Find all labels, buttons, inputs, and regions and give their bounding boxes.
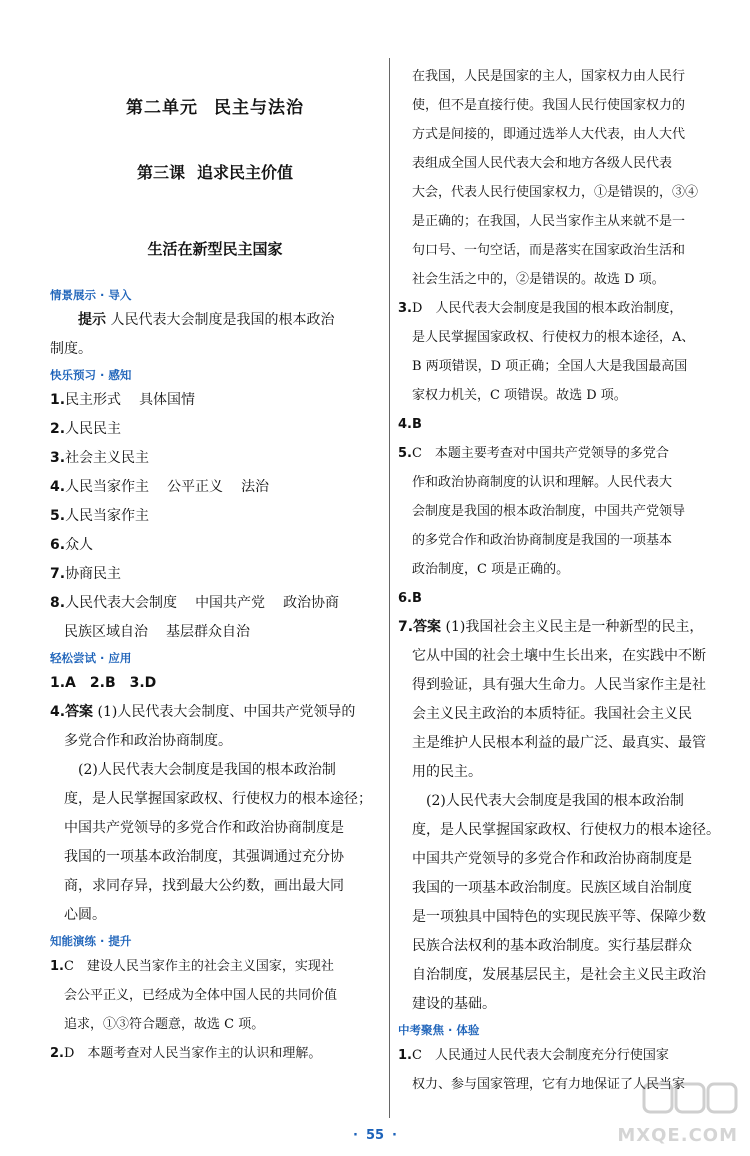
question-number: 4. <box>50 704 66 720</box>
answer-line: 政治制度，C 项是正确的。 <box>412 562 570 577</box>
answer-text: (1)人民代表大会制度、中国共产党领导的 <box>97 704 356 720</box>
answer-line: 表组成全国人民代表大会和地方各级人民代表 <box>412 156 673 171</box>
watermark-text: MXQE.COM <box>617 1125 738 1146</box>
answer-label: 答案 <box>413 619 442 635</box>
answer-line <box>50 502 380 531</box>
answer-line <box>50 698 380 727</box>
answer-line: 商，求同存异，找到最大公约数，画出最大同 <box>64 878 344 894</box>
answer-text: 社会主义民主 <box>65 450 150 466</box>
answer-text: 法治 <box>241 479 270 495</box>
answer-text: 公平正义 <box>167 479 224 495</box>
answer-text: C 本题主要考查对中国共产党领导的多党合 <box>411 446 669 461</box>
question-number: 3. <box>398 301 412 316</box>
answer-line <box>50 415 380 444</box>
answer-text: 人民当家作主 <box>65 479 150 495</box>
question-number: 5. <box>398 446 412 461</box>
answer-line <box>50 306 380 335</box>
answer-line: 句口号、一句空话，而是落实在国家政治生活和 <box>412 243 686 258</box>
answer-line: 我国的一项基本政治制度，其强调通过充分协 <box>64 849 344 865</box>
answer-line: 大会，代表人民行使国家权力，①是错误的，③④ <box>412 185 699 200</box>
section-heading: 中考聚焦 · 体验 <box>398 1023 480 1037</box>
answer-line <box>398 294 728 323</box>
section-heading: 快乐预习 · 感知 <box>50 368 132 382</box>
answer-line <box>50 531 380 560</box>
answer-line: (2)人民代表大会制度是我国的根本政治制 <box>426 793 684 809</box>
question-number: 5. <box>50 508 66 524</box>
section-heading: 知能演练 · 提升 <box>50 934 132 948</box>
lesson-number: 第三课 <box>136 163 185 182</box>
answer-line: 的多党合作和政治协商制度是我国的一项基本 <box>412 533 673 548</box>
answer-line: 作和政治协商制度的认识和理解。人民代表大 <box>412 475 673 490</box>
answer-line: 会公平正义，已经成为全体中国人民的共同价值 <box>64 988 338 1003</box>
answer-line: B 两项错误，D 项正确；全国人大是我国最高国 <box>412 359 688 374</box>
answer-text: 人民代表大会制度 <box>65 595 178 611</box>
answer-label: 答案 <box>65 704 94 720</box>
answer-line: 是一项独具中国特色的实现民族平等、保障少数 <box>412 909 706 925</box>
answer-text: 人民代表大会制度是我国的根本政治 <box>106 312 335 328</box>
page-dot: · <box>353 1128 358 1143</box>
answer-line: 权力、参与国家管理，它有力地保证了人民当家 <box>412 1077 686 1092</box>
answer-text: D 本题考查对人民当家作主的认识和理解。 <box>63 1046 322 1061</box>
answer-text: 民主形式 <box>65 392 122 408</box>
question-number: 1. <box>50 959 64 974</box>
column-divider <box>389 58 390 1118</box>
answer-line: 它从中国的社会土壤中生长出来，在实践中不断 <box>412 648 706 664</box>
answer-line: 多党合作和政治协商制度。 <box>64 733 232 749</box>
answer-line: 在我国，人民是国家的主人，国家权力由人民行 <box>412 69 686 84</box>
answer-text: 协商民主 <box>65 566 122 582</box>
section-heading: 情景展示 · 导入 <box>50 288 132 302</box>
lesson-name: 追求民主价值 <box>197 163 294 182</box>
answer-line <box>50 386 380 415</box>
answer-text: 人民民主 <box>65 421 122 437</box>
answer-text: 众人 <box>65 537 94 553</box>
answer-line: 家权力机关，C 项错误。故选 D 项。 <box>412 388 627 403</box>
answer-line: 中国共产党领导的多党合作和政治协商制度是 <box>64 820 344 836</box>
answer-line: 用的民主。 <box>412 764 482 780</box>
topic-title: 生活在新型民主国家 <box>147 240 283 258</box>
unit-number: 第二单元 <box>126 98 198 118</box>
answer-line: 我国的一项基本政治制度。民族区域自治制度 <box>412 880 692 896</box>
unit-title <box>50 88 380 128</box>
answer-line: 社会生活之中的，②是错误的。故选 D 项。 <box>412 272 665 287</box>
answer-line <box>50 618 380 647</box>
answer-line: 使，但不是直接行使。我国人民行使国家权力的 <box>412 98 686 113</box>
watermark-logo <box>617 1080 742 1150</box>
page-dot: · <box>392 1128 397 1143</box>
answer-line: 6.B <box>398 591 422 606</box>
answer-line: 会主义民主政治的本质特征。我国社会主义民 <box>412 706 692 722</box>
answer-line: 方式是间接的，即通过选举人大代表，由人大代 <box>412 127 686 142</box>
unit-name: 民主与法治 <box>214 98 304 118</box>
answer-line <box>398 1041 728 1070</box>
answer-text: 具体国情 <box>139 392 196 408</box>
answer-line: 民族合法权利的基本政治制度。实行基层群众 <box>412 938 692 954</box>
answer-line: 中国共产党领导的多党合作和政治协商制度是 <box>412 851 692 867</box>
answer-line <box>398 439 728 468</box>
lesson-title <box>50 158 380 188</box>
answer-line: 主是维护人民根本利益的最广泛、最真实、最管 <box>412 735 706 751</box>
question-number: 2. <box>50 421 66 437</box>
answer-line: 心圆。 <box>64 907 106 923</box>
question-number: 3. <box>50 450 66 466</box>
section-heading: 轻松尝试 · 应用 <box>50 651 132 665</box>
hint-label: 提示 <box>78 312 106 328</box>
answer-line <box>50 560 380 589</box>
question-number: 8. <box>50 595 66 611</box>
left-column <box>50 60 380 1068</box>
question-number: 7. <box>50 566 66 582</box>
question-number: 1. <box>50 392 66 408</box>
page-number-value: 55 <box>365 1128 385 1143</box>
question-number: 2. <box>50 1046 64 1061</box>
answer-line: 4.B <box>398 417 422 432</box>
answer-line <box>50 444 380 473</box>
answer-line <box>50 589 380 618</box>
answer-text: C 人民通过人民代表大会制度充分行使国家 <box>411 1048 669 1063</box>
answer-line: 度，是人民掌握国家政权、行使权力的根本途径； <box>64 791 372 807</box>
question-number: 1. <box>398 1048 412 1063</box>
answer-text: D 人民代表大会制度是我国的根本政治制度， <box>411 301 683 316</box>
question-number: 6. <box>50 537 66 553</box>
answer-line <box>50 1039 380 1068</box>
answer-line <box>398 613 728 642</box>
answer-line <box>50 473 380 502</box>
answer-line: 得到验证，具有强大生命力。人民当家作主是社 <box>412 677 706 693</box>
answer-text: 基层群众自治 <box>166 624 250 640</box>
answer-text: 民族区域自治 <box>64 624 148 640</box>
answer-text: C 建设人民当家作主的社会主义国家，实现社 <box>63 959 334 974</box>
answer-text: 政治协商 <box>283 595 340 611</box>
answer-text: (1)我国社会主义民主是一种新型的民主， <box>445 619 704 635</box>
answer-line: 会制度是我国的根本政治制度，中国共产党领导 <box>412 504 686 519</box>
answer-line: 制度。 <box>50 341 92 357</box>
question-number: 4. <box>50 479 66 495</box>
answer-line: 度，是人民掌握国家政权、行使权力的根本途径。 <box>412 822 720 838</box>
answer-line: 建设的基础。 <box>412 996 496 1012</box>
answer-line: 是正确的；在我国，人民当家作主从来就不是一 <box>412 214 686 229</box>
answer-text: 中国共产党 <box>195 595 266 611</box>
answer-line: (2)人民代表大会制度是我国的根本政治制 <box>78 762 336 778</box>
answer-line: 是人民掌握国家政权、行使权力的根本途径，A、 <box>412 330 695 345</box>
watermark-icon <box>642 1080 738 1120</box>
question-number: 7. <box>398 619 414 635</box>
answer-line: 自治制度，发展基层民主，是社会主义民主政治 <box>412 967 706 983</box>
right-column <box>398 62 728 1099</box>
answer-line: 追求，①③符合题意，故选 C 项。 <box>64 1017 265 1032</box>
answer-line: 1.A 2.B 3.D <box>50 675 157 691</box>
answer-line <box>50 952 380 981</box>
answer-text: 人民当家作主 <box>65 508 150 524</box>
